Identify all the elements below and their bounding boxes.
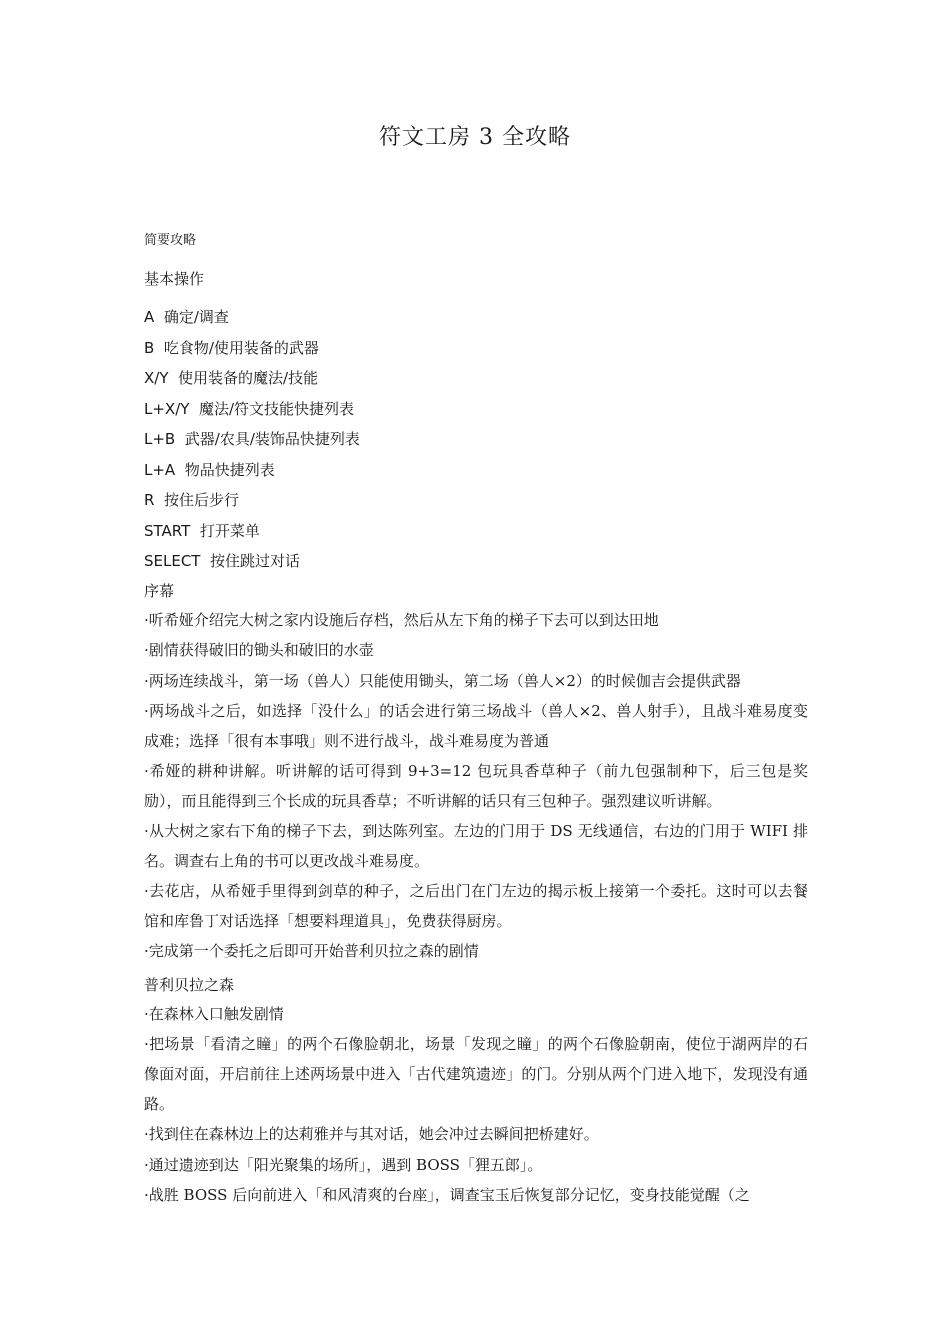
control-row <box>144 333 808 364</box>
list-item: ·希娅的耕种讲解。听讲解的话可得到 9+3=12 包玩具香草种子（前九包强制种下，后三包是奖励），而且能得到三个长成的玩具香草；不听讲解的话只有三包种子。强烈建议听讲解。 <box>144 762 808 810</box>
control-key: L+X/Y <box>144 399 190 418</box>
forest-list <box>144 999 808 1211</box>
control-key: L+A <box>144 460 176 479</box>
control-row <box>144 302 808 333</box>
list-item: ·从大树之家右下角的梯子下去，到达陈列室。左边的门用于 DS 无线通信，右边的门用于 WIFI 排名。调查右上角的书可以更改战斗难易度。 <box>144 822 808 870</box>
section-heading-basic-ops: 基本操作 <box>144 270 205 288</box>
list-item: ·完成第一个委托之后即可开始普利贝拉之森的剧情 <box>144 942 479 960</box>
control-desc: 按住跳过对话 <box>210 552 301 570</box>
control-row <box>144 516 808 547</box>
controls-list <box>144 302 808 577</box>
control-row <box>144 363 808 394</box>
control-key: SELECT <box>144 552 201 570</box>
control-key: R <box>144 491 155 509</box>
list-item: ·两场连续战斗，第一场（兽人）只能使用锄头，第二场（兽人×2）的时候伽吉会提供武器 <box>144 671 741 690</box>
list-item: ·通过遗迹到达「阳光聚集的场所」，遇到 BOSS「狸五郎」。 <box>144 1155 543 1174</box>
control-desc: 吃食物/使用装备的武器 <box>163 338 319 357</box>
section-heading-forest: 普利贝拉之森 <box>144 975 235 994</box>
control-desc: 魔法/符文技能快捷列表 <box>198 399 355 418</box>
control-row <box>144 485 808 516</box>
list-item: ·找到住在森林边上的达莉雅并与其对话，她会冲过去瞬间把桥建好。 <box>144 1125 599 1143</box>
control-desc: 物品快捷列表 <box>184 460 275 479</box>
list-item: ·战胜 BOSS 后向前进入「和风清爽的台座」，调查宝玉后恢复部分记忆，变身技能觉醒（之 <box>144 1186 750 1204</box>
control-key: X/Y <box>144 369 169 387</box>
control-desc: 使用装备的魔法/技能 <box>178 369 319 387</box>
list-item: ·把场景「看清之瞳」的两个石像脸朝北，场景「发现之瞳」的两个石像脸朝南，使位于湖两岸的石像面对面，开启前往上述两场景中进入「古代建筑遗迹」的门。分别从两个门进入地下，发现没有通路。 <box>144 1035 808 1113</box>
document-title: 符文工房 3 全攻略 <box>379 125 571 150</box>
list-item: ·去花店，从希娅手里得到剑草的种子，之后出门在门左边的揭示板上接第一个委托。这时可以去餐馆和库鲁丁对话选择「想要料理道具」，免费获得厨房。 <box>144 882 808 930</box>
control-row <box>144 394 808 425</box>
list-item: ·剧情获得破旧的锄头和破旧的水壶 <box>144 641 374 659</box>
list-item: ·在森林入口触发剧情 <box>144 1004 284 1023</box>
control-desc: 武器/农具/装饰品快捷列表 <box>184 430 360 448</box>
control-desc: 按住后步行 <box>163 491 239 509</box>
control-desc: 确定/调查 <box>163 308 229 326</box>
control-row <box>144 455 808 486</box>
control-row <box>144 546 808 577</box>
list-item: ·听希娅介绍完大树之家内设施后存档，然后从左下角的梯子下去可以到达田地 <box>144 610 659 629</box>
control-key: START <box>144 521 191 540</box>
control-desc: 打开菜单 <box>199 521 260 540</box>
list-item: ·两场战斗之后，如选择「没什么」的话会进行第三场战斗（兽人×2、兽人射手），且战斗难易度变成难；选择「很有本事哦」则不进行战斗，战斗难易度为普通 <box>144 702 808 750</box>
control-key: B <box>144 338 155 357</box>
control-key: A <box>144 308 155 326</box>
subtitle: 简要攻略 <box>144 233 197 248</box>
control-row <box>144 424 808 455</box>
document-body <box>144 266 808 1211</box>
section-heading-prologue: 序幕 <box>144 581 175 600</box>
prologue-list <box>144 605 808 967</box>
control-key: L+B <box>144 430 176 448</box>
